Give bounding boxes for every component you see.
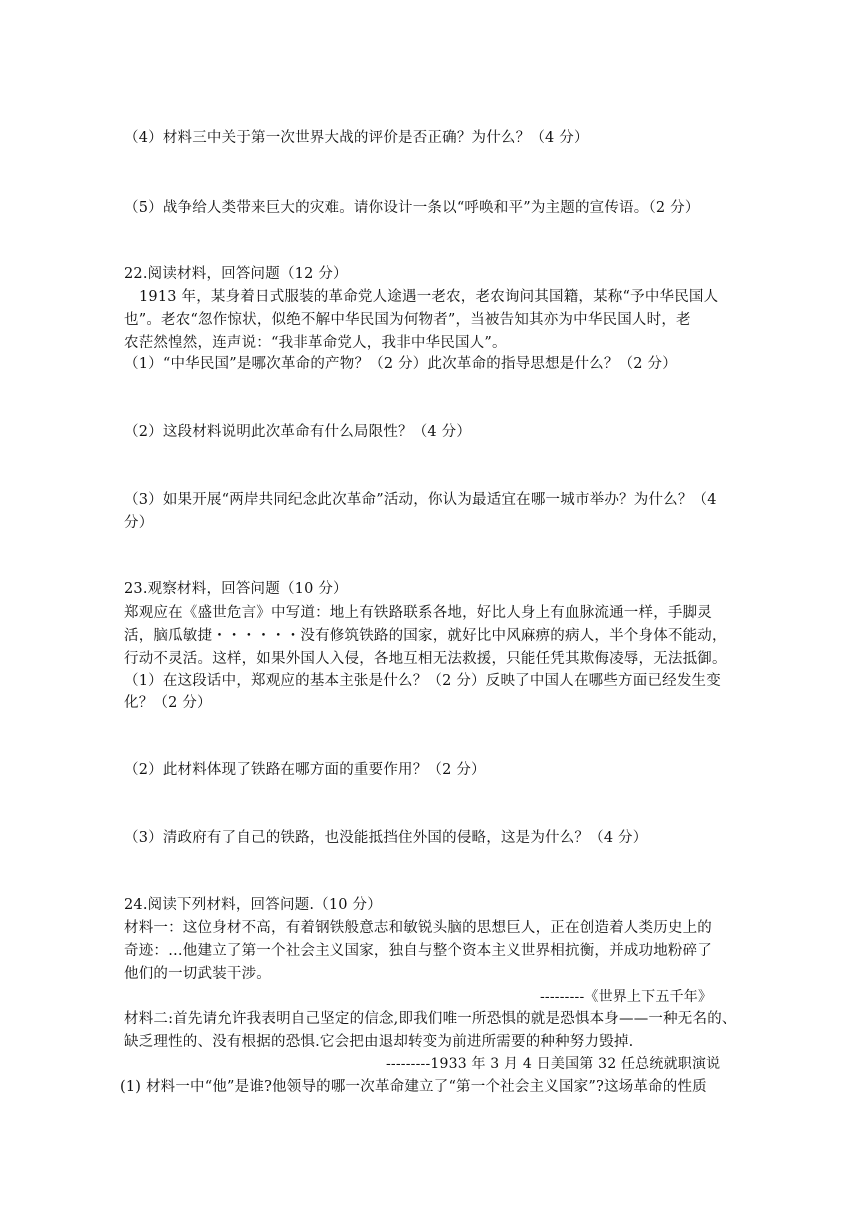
q22-material-line1: 1913 年，某身着日式服装的革命党人途遇一老农，老农询问其国籍，某称“予中华民国人 (139, 289, 719, 305)
q24-material1-line3: 他们的一切武装干涉。 (124, 966, 271, 982)
q24-title: 24.阅读下列材料，回答问题.（10 分） (124, 897, 382, 913)
q22-part3-line1: （3）如果开展“两岸共同纪念此次革命”活动，你认为最适宜在哪一城市举办？为什么？（4 (124, 492, 717, 508)
q23-part3: （3）清政府有了自己的铁路，也没能抵挡住外国的侵略，这是为什么？（4 分） (124, 830, 648, 846)
q24-material2-line1: 材料二:首先请允许我表明自己坚定的信念,即我们唯一所恐惧的就是恐惧本身——一种无名的、 (124, 1011, 737, 1027)
q23-title: 23.观察材料，回答问题（10 分） (124, 581, 348, 597)
q23-material-line2: 活，脑瓜敏捷・・・・・・没有修筑铁路的国家，就好比中风麻痹的病人，半个身体不能动， (124, 628, 727, 644)
q23-material-line1: 郑观应在《盛世危言》中写道：地上有铁路联系各地，好比人身上有血脉流通一样，手脚灵 (124, 605, 712, 621)
q24-material2-line2: 缺乏理性的、没有根据的恐惧.它会把由退却转变为前进所需要的种种努力毁掉. (124, 1034, 634, 1050)
q21-part4: （4）材料三中关于第一次世界大战的评价是否正确？为什么？（4 分） (124, 130, 589, 146)
q22-material-line2: 也”。老农“忽作惊状，似绝不解中华民国为何物者”，当被告知其亦为中华民国人时，老 (124, 312, 691, 328)
q23-part1-line1: （1）在这段话中，郑观应的基本主张是什么？（2 分）反映了中国人在哪些方面已经发生变 (124, 673, 721, 689)
q22-part3-line2: 分） (124, 515, 154, 531)
q24-material1-line2: 奇迹：…他建立了第一个社会主义国家，独自与整个资本主义世界相抗衡，并成功地粉碎了 (124, 943, 712, 959)
q22-part1: （1）“中华民国”是哪次革命的产物？（2 分）此次革命的指导思想是什么？（2 分） (124, 356, 677, 372)
q22-title: 22.阅读材料，回答问题（12 分） (124, 266, 348, 282)
q24-source1: ---------《世界上下五千年》 (540, 989, 713, 1005)
q23-material-line3: 行动不灵活。这样，如果外国人入侵，各地互相无法救援，只能任凭其欺侮凌辱，无法抵御。 (124, 651, 727, 667)
q21-part5: （5）战争给人类带来巨大的灾难。请你设计一条以“呼唤和平”为主题的宣传语。（2 分） (124, 200, 700, 216)
q22-part2: （2）这段材料说明此次革命有什么局限性？（4 分） (124, 424, 472, 440)
q23-part1-line2: 化？（2 分） (124, 695, 212, 711)
q24-source2: ---------1933 年 3 月 4 日美国第 32 任总统就职演说 (386, 1056, 721, 1072)
q24-material1-line1: 材料一：这位身材不高，有着钢铁般意志和敏锐头脑的思想巨人，正在创造着人类历史上的 (124, 920, 712, 936)
q23-part2: （2）此材料体现了铁路在哪方面的重要作用？（2 分） (124, 762, 486, 778)
q24-part1: (1) 材料一中“他”是谁?他领导的哪一次革命建立了“第一个社会主义国家”?这场革命的性质 (120, 1079, 707, 1095)
q22-material-line3: 农茫然惶然，连声说：“我非革命党人，我非中华民国人”。 (124, 335, 507, 351)
